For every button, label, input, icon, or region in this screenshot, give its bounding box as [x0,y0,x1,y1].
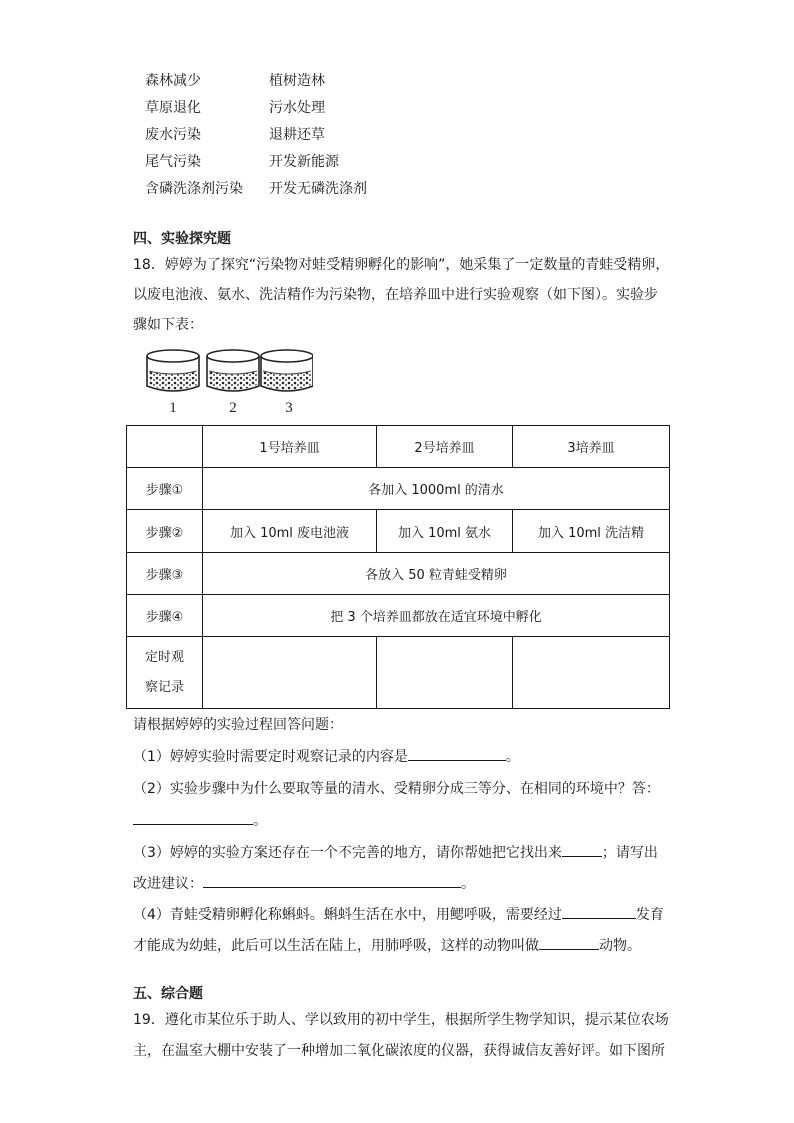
pair-solution: 植树造林 [269,73,325,89]
question-2 [133,779,660,799]
step-content: 把 3 个培养皿都放在适宜环境中孵化 [203,595,670,637]
step-content: 加入 10ml 氨水 [377,510,513,553]
question-2-text: （2）实验步骤中为什么要取等量的清水、受精卵分成三等分、在相同的环境中？答： [133,781,660,797]
experiment-table [126,425,670,709]
petri-dish-1 [147,350,199,391]
question-4-line-2 [133,935,641,956]
record-label-line: 定时观 [144,649,184,665]
question-4 [133,904,664,925]
step-content: 各加入 1000ml 的清水 [203,468,670,510]
answer-blank[interactable] [408,746,506,761]
question-2-end: 。 [253,813,267,829]
step-label: 步骤① [127,468,203,510]
question-1-text: （1）婷婷实验时需要定时观察记录的内容是 [133,749,408,765]
table-row-step-4 [127,595,670,637]
question-4-text: （4）青蛙受精卵孵化称蝌蚪。蝌蚪生活在水中，用鳃呼吸，需要经过 [133,907,562,923]
record-label-line: 察记录 [144,679,184,695]
record-label [127,637,203,709]
question-18-intro-line: 18．婷婷为了探究“污染物对蛙受精卵孵化的影响”，她采集了一定数量的青蛙受精卵， [133,257,670,273]
petri-dish-figure [143,346,313,416]
section-5-title: 五、综合题 [133,986,203,1002]
pair-problem: 废水污染 [145,127,201,143]
dish-label-3: 3 [285,400,293,416]
table-row-step-2 [127,510,670,553]
answer-blank[interactable] [133,810,253,825]
question-prompt: 请根据婷婷的实验过程回答问题： [133,717,343,733]
answer-blank[interactable] [539,935,599,950]
question-4-text-line2: 才能成为幼蛙，此后可以生活在陆上，用肺呼吸，这样的动物叫做 [133,938,539,954]
pair-problem: 森林减少 [145,73,201,89]
table-header-cell: 3培养皿 [513,426,670,468]
pair-solution: 开发新能源 [269,154,339,170]
question-3-suggestion-label: 改进建议： [133,876,203,892]
pair-solution: 开发无磷洗涤剂 [269,181,367,197]
pair-problem: 尾气污染 [145,154,201,170]
question-4-end: 动物。 [599,938,641,954]
pair-solution: 污水处理 [269,100,325,116]
question-3-text-cont: ；请写出 [601,845,658,861]
pair-problem: 含磷洗涤剂污染 [145,181,243,197]
step-label: 步骤② [127,510,203,553]
step-content: 加入 10ml 废电池液 [203,510,377,553]
question-3 [133,842,658,863]
step-content: 各放入 50 粒青蛙受精卵 [203,553,670,595]
question-2-answer-line [133,810,267,831]
section-4-title: 四、实验探究题 [133,231,231,247]
petri-dish-2 [207,350,259,391]
question-3-text: （3）婷婷的实验方案还存在一个不完善的地方，请你帮她把它找出来 [133,845,562,861]
table-header-cell: 2号培养皿 [377,426,513,468]
table-row-step-3 [127,553,670,595]
answer-blank[interactable] [562,842,602,857]
question-19-line: 主，在温室大棚中安装了一种增加二氧化碳浓度的仪器，获得诚信友善好评。如下图所 [133,1043,665,1059]
question-18-intro-line: 以废电池液、氨水、洗洁精作为污染物，在培养皿中进行实验观察（如下图）。实验步 [133,287,658,303]
dish-label-2: 2 [229,400,237,416]
step-label: 步骤③ [127,553,203,595]
step-content: 加入 10ml 洗洁精 [513,510,670,553]
question-3-end: 。 [461,876,475,892]
answer-blank[interactable] [203,873,461,888]
record-cell-empty [203,637,377,709]
pair-problem: 草原退化 [145,100,201,116]
petri-dish-3 [261,350,313,391]
question-18-intro-line: 骤如下表： [133,317,203,333]
record-cell-empty [377,637,513,709]
question-3-line-2 [133,873,475,894]
question-1 [133,746,520,767]
table-header-cell [127,426,203,468]
table-row-record [127,637,670,709]
dish-label-1: 1 [169,400,177,416]
pair-solution: 退耕还草 [269,127,325,143]
table-row-step-1 [127,468,670,510]
table-header-cell: 1号培养皿 [203,426,377,468]
table-header-row [127,426,670,468]
question-19-line: 19．遵化市某位乐于助人、学以致用的初中学生，根据所学生物学知识，提示某位农场 [133,1012,669,1028]
step-label: 步骤④ [127,595,203,637]
answer-blank[interactable] [562,904,636,919]
record-cell-empty [513,637,670,709]
question-1-end: 。 [505,749,520,765]
question-4-text-cont: 发育 [635,907,664,923]
